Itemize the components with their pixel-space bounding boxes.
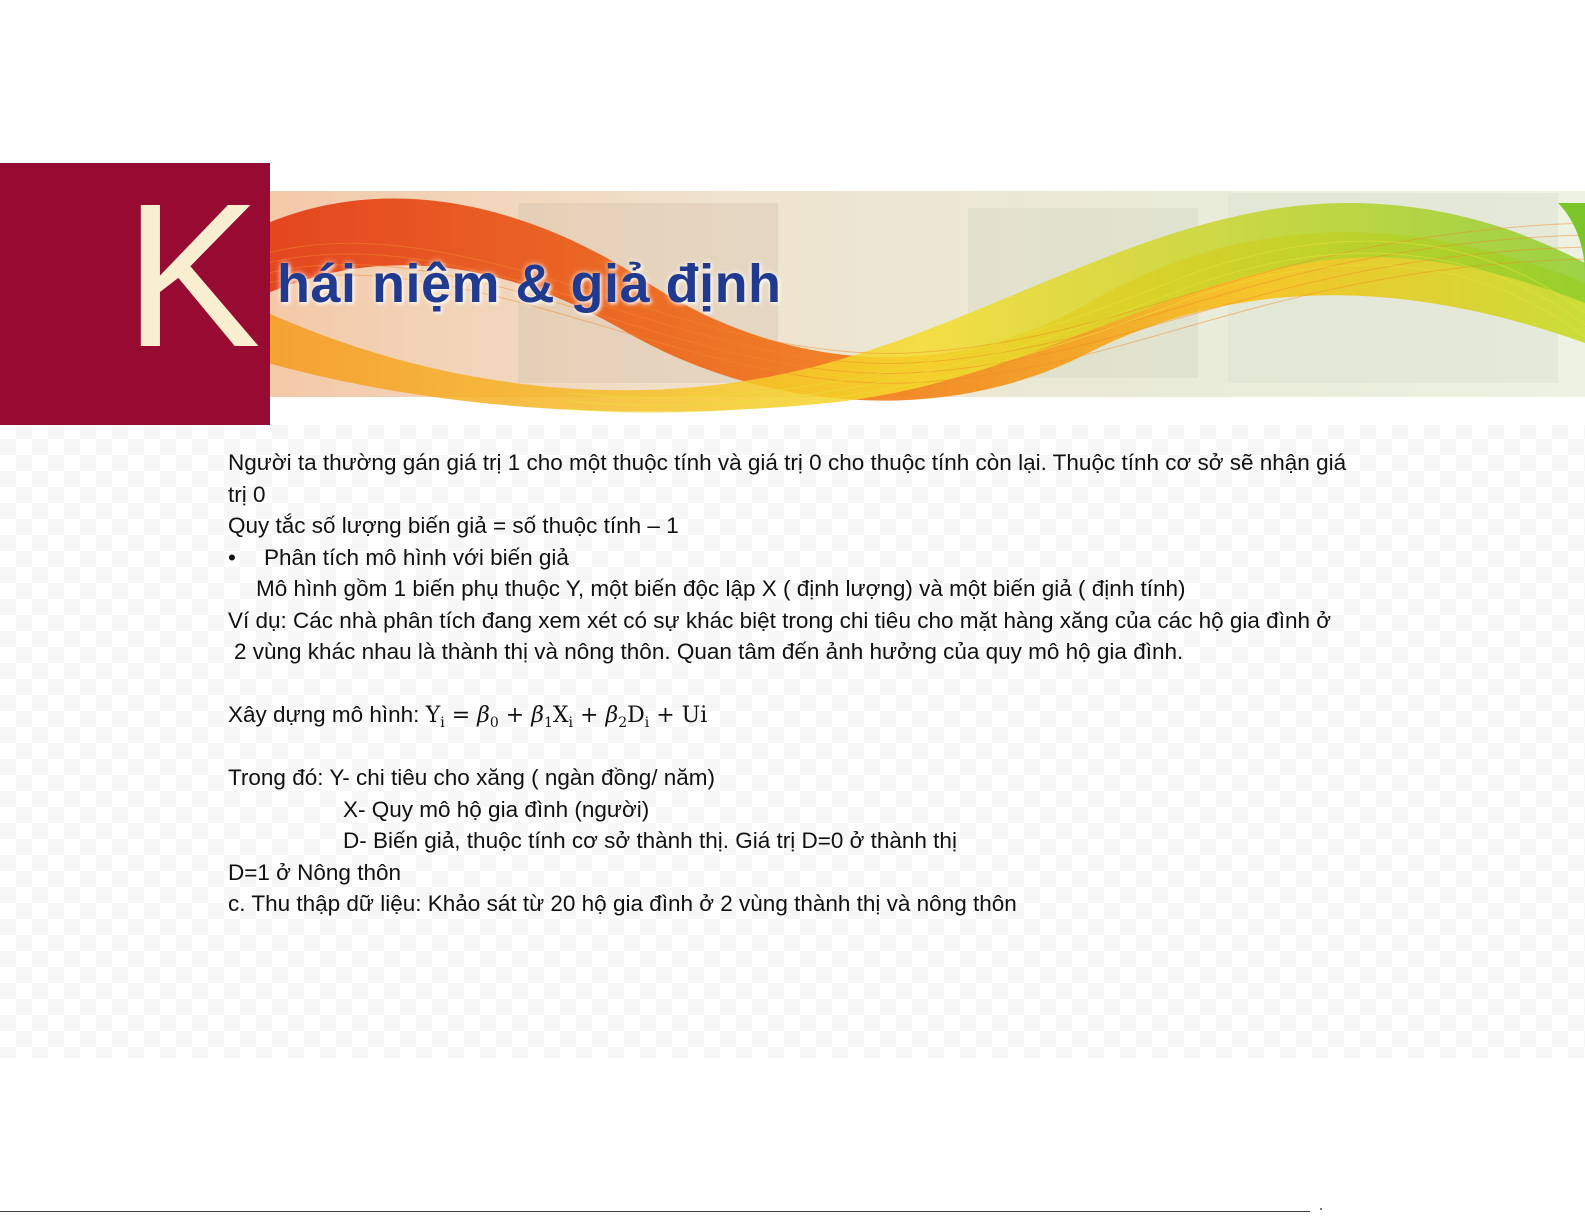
definition-line: D=1 ở Nông thôn (228, 859, 401, 885)
header-banner (0, 163, 1585, 425)
example-line: 2 vùng khác nhau là thành thị và nông thôn. Quan tâm đến ảnh hưởng của quy mô hộ gia đình. (234, 639, 1184, 664)
formula-line (228, 699, 1558, 731)
definition-line: Trong đó: Y- chi tiêu cho xăng ( ngàn đồng/ năm) (228, 765, 715, 790)
slide-title: hái niệm & giả định (277, 254, 782, 314)
data-collection-line: c. Thu thập dữ liệu: Khảo sát từ 20 hộ gia đình ở 2 vùng thành thị và nông thôn (228, 891, 1017, 916)
regression-formula: $Y_i = \beta_0 + \beta_1X_i + \beta_2D_i + Ui$ (425, 703, 708, 731)
example-line: Ví dụ: Các nhà phân tích đang xem xét có sự khác biệt trong chi tiêu cho mặt hàng xăng của các hộ gia đình ở (228, 607, 1331, 633)
formula-label: Xây dựng mô hình: (228, 702, 420, 727)
footer-divider (0, 1211, 1310, 1212)
initial-letter: K (124, 163, 261, 390)
footer-mark (1320, 1208, 1322, 1210)
bullet-item (228, 542, 1558, 574)
rule-line: Quy tắc số lượng biến giả = số thuộc tính – 1 (228, 513, 679, 538)
definition-line: X- Quy mô hộ gia đình (người) (343, 796, 650, 822)
bullet-icon: • (228, 544, 236, 570)
initial-letter-block (0, 163, 270, 425)
definition-line: D- Biến giả, thuộc tính cơ sở thành thị. Giá trị D=0 ở thành thị (343, 828, 957, 853)
paragraph-line: Người ta thường gán giá trị 1 cho một thuộc tính và giá trị 0 cho thuộc tính còn lại. Thuộc tính cơ sở sẽ nhận giá (228, 450, 1347, 475)
slide-content (228, 447, 1558, 920)
paragraph-line: trị 0 (228, 481, 266, 507)
bullet-text: Phân tích mô hình với biến giả (264, 544, 569, 570)
model-description: Mô hình gồm 1 biến phụ thuộc Y, một biến độc lập X ( định lượng) và một biến giả ( định tính) (256, 576, 1186, 601)
